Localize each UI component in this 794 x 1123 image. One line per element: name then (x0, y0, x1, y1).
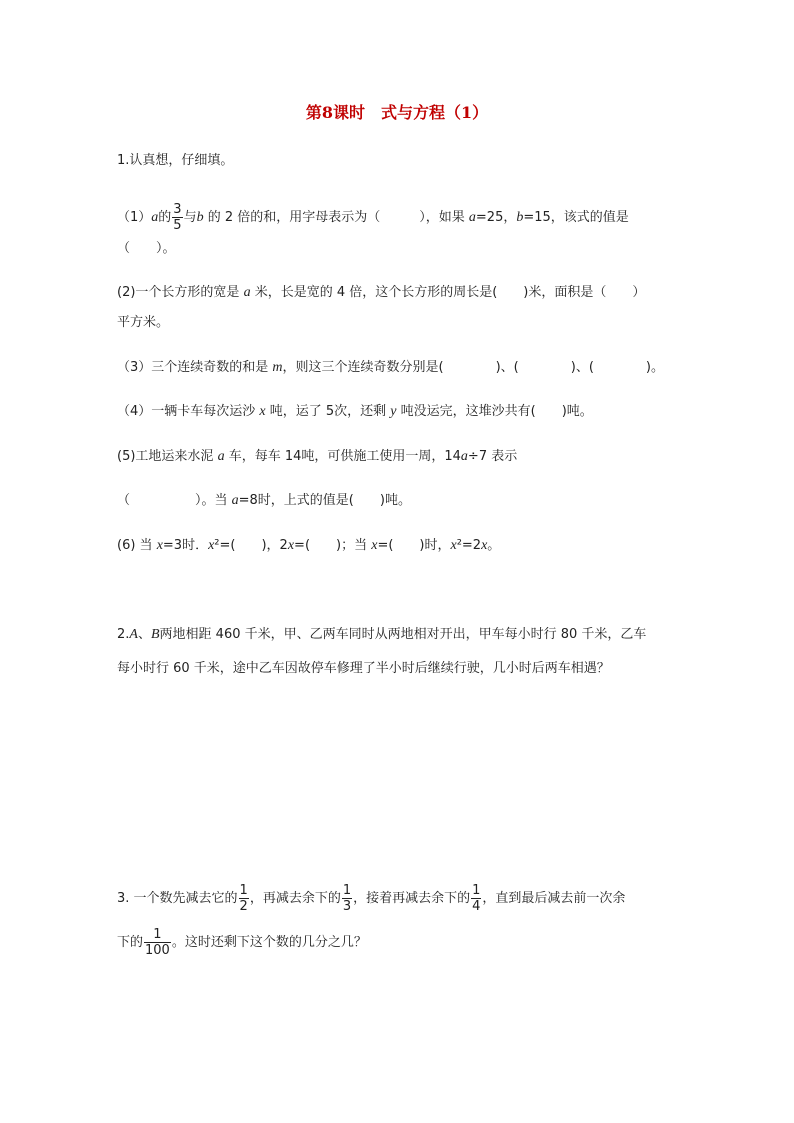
fraction-denominator: 5 (173, 218, 182, 233)
fraction-three-fifths (172, 203, 182, 232)
variable-x: x (259, 404, 266, 419)
question-1-5-line-2 (117, 492, 411, 510)
text: 的 (158, 210, 172, 225)
text: 下的 (117, 935, 144, 950)
text: （ ）。当 (117, 493, 232, 508)
question-2-line-1 (117, 626, 646, 644)
text: ÷7 表示 (467, 449, 518, 464)
variable-a: a (460, 449, 468, 464)
variable-y: y (390, 404, 397, 419)
fraction-one-quarter (471, 884, 481, 913)
question-1-2-line-2: 平方米。 (117, 315, 170, 330)
fraction-denominator: 4 (472, 899, 481, 914)
text: 的 2 倍的和，用字母表示为（ ），如果 (203, 210, 469, 225)
text: (6) 当 (117, 538, 157, 553)
text: ，则这三个连续奇数分别是( )、( )、( )。 (282, 360, 664, 375)
text: =( )时， (377, 538, 451, 553)
question-1-6 (117, 537, 500, 555)
variable-x: x (481, 538, 488, 553)
text: (2)一个长方形的宽是 (117, 285, 244, 300)
fraction-denominator: 2 (239, 899, 248, 914)
question-2-line-2: 每小时行 60 千米，途中乙车因故停车修理了半小时后继续行驶，几小时后两车相遇？ (117, 661, 610, 676)
fraction-denominator: 3 (342, 899, 352, 914)
text: =15，该式的值是 (523, 210, 629, 225)
variable-A: A (129, 627, 138, 642)
text: (5)工地运来水泥 (117, 449, 218, 464)
text: =3时． (162, 538, 209, 553)
variable-B: B (150, 627, 160, 642)
fraction-numerator: 1 (342, 883, 352, 898)
page-title: 第8课时 式与方程（1） (305, 103, 489, 122)
variable-a: a (231, 493, 239, 508)
text: =8时，上式的值是( )吨。 (238, 493, 411, 508)
question-1-4 (117, 403, 593, 421)
text: 与 (183, 210, 197, 225)
variable-m: m (272, 360, 283, 375)
text: 。这时还剩下这个数的几分之几？ (171, 935, 367, 950)
variable-x: x (156, 538, 163, 553)
text: 3. 一个数先减去它的 (117, 891, 238, 906)
text: （3）三个连续奇数的和是 (117, 360, 273, 375)
text: 米，长是宽的 4 倍，这个长方形的周长是( )米，面积是（ ） (250, 285, 646, 300)
text: ，再减去余下的 (249, 891, 341, 906)
question-1-1-line-2: （ ）。 (117, 241, 176, 256)
fraction-one-third (342, 884, 352, 913)
variable-a: a (151, 210, 159, 225)
variable-b: b (516, 210, 524, 225)
fraction-one-hundredth (144, 928, 171, 957)
question-3-line-2 (117, 928, 367, 957)
fraction-numerator: 1 (144, 928, 171, 943)
text: 、 (137, 627, 151, 642)
fraction-one-half (239, 884, 249, 913)
question-1-1-line-1 (117, 203, 629, 232)
text: ，接着再减去余下的 (353, 891, 471, 906)
variable-a: a (468, 210, 476, 225)
text: =( )；当 (294, 538, 372, 553)
text: =25， (475, 210, 517, 225)
text: 两地相距 460 千米，甲、乙两车同时从两地相对开出，甲车每小时行 80 千米，乙车 (159, 627, 647, 642)
text: ²=( )，2 (214, 538, 288, 553)
question-1-2-line-1 (117, 284, 645, 302)
fraction-numerator: 3 (173, 202, 182, 217)
text: 车，每车 14吨，可供施工使用一周，14 (224, 449, 461, 464)
question-1-heading: 1.认真想，仔细填。 (117, 153, 234, 168)
variable-a: a (243, 285, 251, 300)
text: ²=2 (456, 538, 482, 553)
variable-x: x (287, 538, 295, 553)
question-1-5-line-1 (117, 448, 517, 466)
question-1-3 (117, 359, 664, 377)
text: （1） (117, 210, 152, 225)
text: 吨，运了 5次，还剩 (265, 404, 391, 419)
question-3-line-1 (117, 884, 625, 913)
text: 。 (487, 538, 501, 553)
fraction-numerator: 1 (239, 883, 248, 898)
text: ，直到最后减去前一次余 (482, 891, 626, 906)
fraction-denominator: 100 (145, 943, 170, 958)
text: 2. (117, 627, 130, 642)
text: （4）一辆卡车每次运沙 (117, 404, 260, 419)
variable-b: b (196, 210, 204, 225)
fraction-numerator: 1 (472, 883, 481, 898)
variable-x: x (208, 538, 215, 553)
variable-x: x (450, 538, 457, 553)
text: 吨没运完，这堆沙共有( )吨。 (396, 404, 593, 419)
variable-x: x (371, 538, 378, 553)
variable-a: a (217, 449, 225, 464)
